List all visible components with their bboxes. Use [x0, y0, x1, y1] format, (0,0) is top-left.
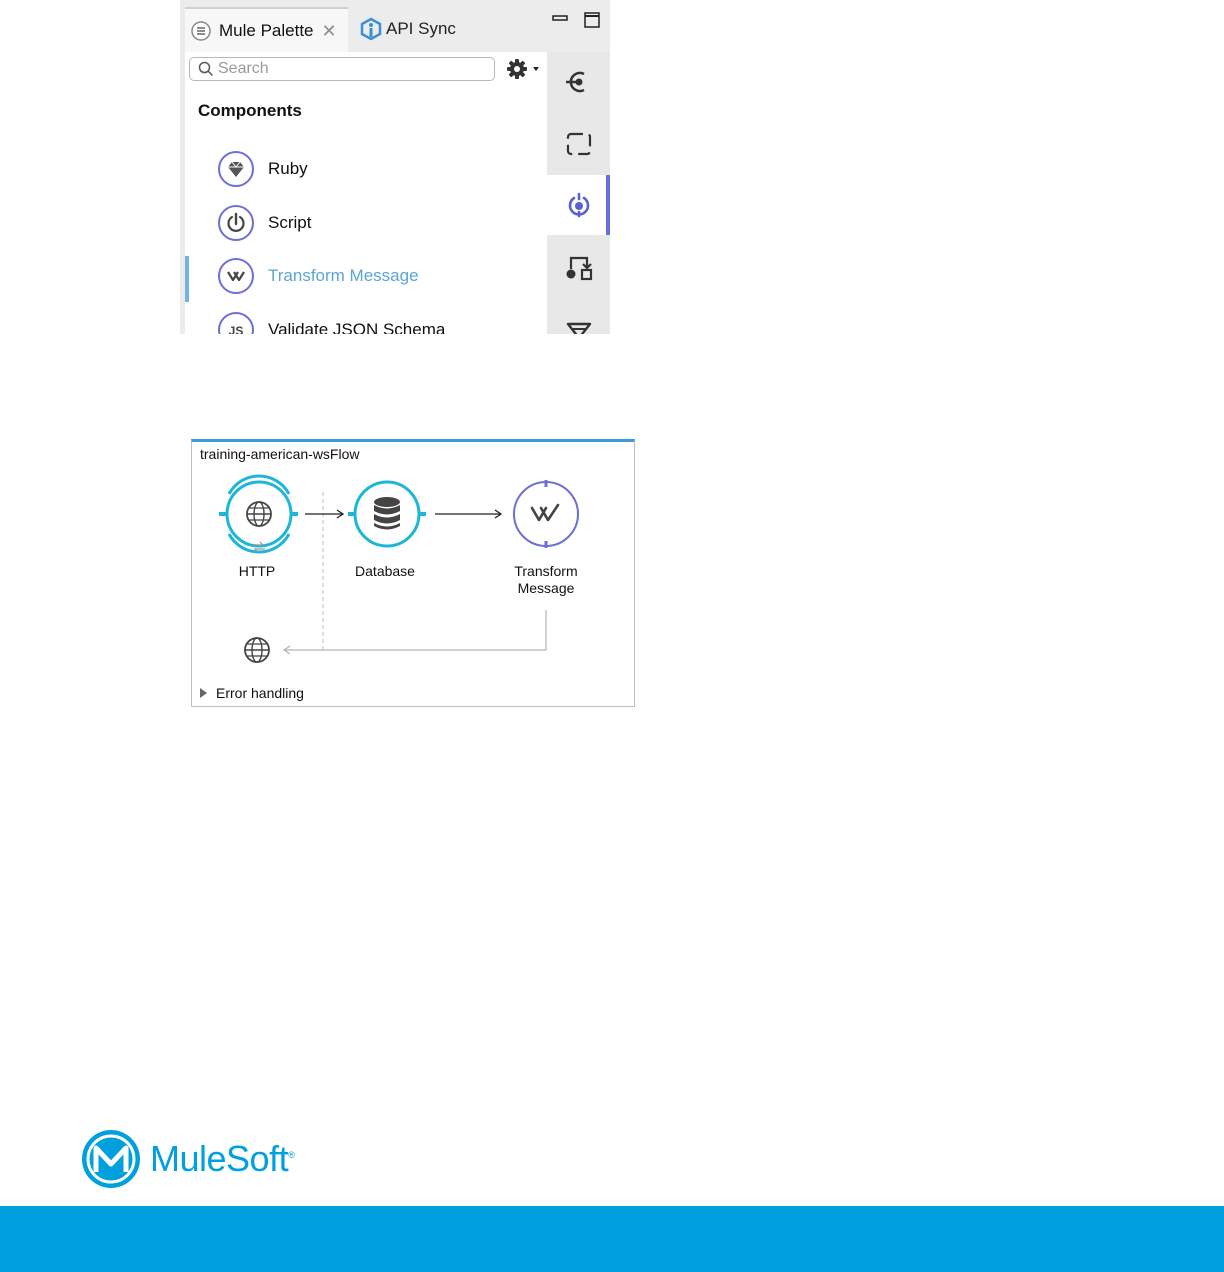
mule-palette-panel	[180, 0, 610, 334]
category-filters[interactable]	[547, 298, 610, 334]
category-sidebar	[547, 52, 610, 334]
category-endpoints[interactable]	[547, 52, 610, 112]
component-list	[185, 52, 547, 334]
component-item-transform-message[interactable]	[185, 252, 547, 300]
scope-icon	[565, 131, 593, 157]
globe-icon	[247, 502, 271, 526]
chevron-down-icon	[531, 64, 541, 74]
transform-message-node[interactable]	[514, 480, 578, 548]
search-icon	[198, 61, 214, 77]
tab-label: API Sync	[386, 19, 456, 38]
router-icon	[565, 253, 593, 281]
flow-title: training-american-wsFlow	[200, 446, 360, 462]
node-label-database: Database	[355, 563, 415, 579]
endpoint-icon	[564, 69, 594, 95]
category-routers[interactable]	[547, 237, 610, 297]
error-handling-label: Error handling	[216, 685, 304, 701]
maximize-icon[interactable]	[582, 10, 602, 30]
mulesoft-logo	[80, 1128, 294, 1190]
json-schema-icon	[218, 312, 254, 334]
node-label-transform-message: Transform Message	[514, 563, 578, 596]
tab-label: Mule Palette	[219, 21, 314, 40]
component-item-script[interactable]	[185, 199, 547, 247]
brand-name: MuleSoft	[150, 1138, 289, 1179]
api-sync-icon	[360, 17, 382, 41]
footer-bar	[0, 1206, 1224, 1272]
svg-text:JS: JS	[228, 324, 244, 334]
list-icon	[191, 21, 211, 41]
node-label-http: HTTP	[238, 563, 276, 579]
error-handling-toggle[interactable]	[200, 685, 304, 701]
expand-triangle-icon	[200, 688, 207, 698]
flow-canvas[interactable]	[191, 439, 635, 707]
tab-bar	[180, 0, 610, 52]
search-box[interactable]	[189, 57, 495, 81]
category-components[interactable]	[547, 175, 610, 235]
filter-icon	[565, 314, 593, 334]
component-label: Transform Message	[268, 266, 419, 285]
component-item-ruby[interactable]	[185, 145, 547, 193]
minimize-icon[interactable]	[550, 10, 570, 30]
component-icon	[565, 191, 593, 219]
mulesoft-wordmark: MuleSoft®	[150, 1138, 295, 1179]
settings-dropdown[interactable]	[506, 58, 542, 80]
search-input[interactable]	[218, 60, 478, 78]
globe-icon	[245, 638, 269, 662]
script-icon	[218, 205, 254, 241]
component-label: Script	[268, 213, 312, 232]
database-node[interactable]	[348, 482, 426, 546]
section-title: Components	[198, 101, 302, 120]
mulesoft-logo-icon	[80, 1128, 142, 1190]
tab-api-sync[interactable]	[360, 7, 510, 51]
tab-mule-palette[interactable]	[185, 7, 348, 53]
gear-icon	[506, 58, 528, 80]
ruby-icon	[218, 151, 254, 187]
category-scopes[interactable]	[547, 114, 610, 174]
component-label: Validate JSON Schema	[268, 320, 446, 334]
component-label: Ruby	[268, 159, 308, 178]
component-item-validate-json-schema[interactable]	[185, 306, 547, 334]
http-node[interactable]	[219, 476, 298, 552]
close-icon[interactable]: ✕	[321, 20, 337, 41]
transform-icon	[218, 258, 254, 294]
